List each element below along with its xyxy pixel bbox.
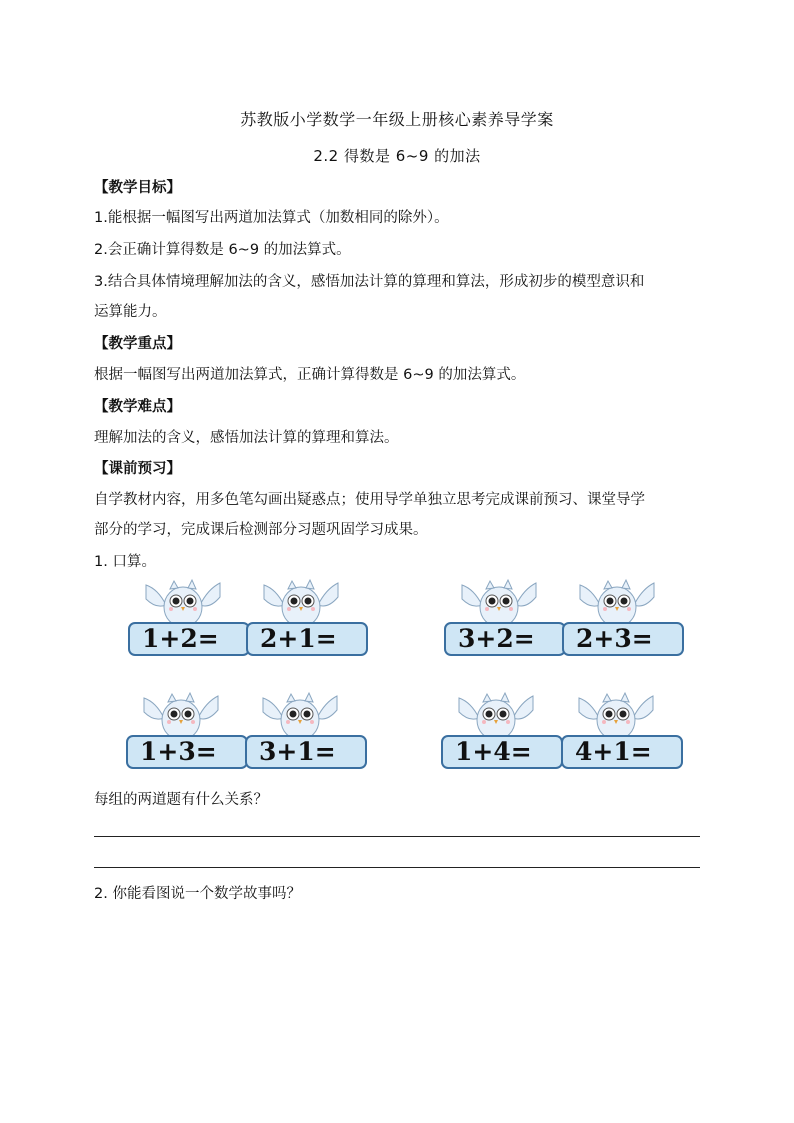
goal-2: 2.会正确计算得数是 6~9 的加法算式。	[94, 242, 351, 258]
lesson-subtitle: 2.2 得数是 6~9 的加法	[313, 147, 481, 165]
question-1-label: 1. 口算。	[94, 554, 156, 570]
equation-text[interactable]: 1+3=	[126, 735, 248, 769]
equation-text[interactable]: 3+2=	[444, 622, 566, 656]
question-1-prompt: 每组的两道题有什么关系？	[94, 792, 268, 808]
equation-card	[441, 688, 563, 778]
section-heading-key-points: 【教学重点】	[94, 336, 181, 352]
equation-card	[562, 575, 684, 665]
equation-card	[128, 575, 250, 665]
section-heading-goals: 【教学目标】	[94, 180, 181, 196]
equation-card	[444, 575, 566, 665]
section-heading-preview: 【课前预习】	[94, 461, 181, 477]
equation-text[interactable]: 4+1=	[561, 735, 683, 769]
goal-1: 1.能根据一幅图写出两道加法算式（加数相同的除外）。	[94, 210, 449, 226]
question-2-label: 2. 你能看图说一个数学故事吗？	[94, 886, 301, 902]
answer-line-2[interactable]	[94, 867, 700, 868]
equation-card	[245, 688, 367, 778]
equation-text[interactable]: 2+1=	[246, 622, 368, 656]
key-points-text: 根据一幅图写出两道加法算式，正确计算得数是 6~9 的加法算式。	[94, 367, 526, 383]
goal-3-continued: 运算能力。	[94, 304, 167, 320]
equation-text[interactable]: 3+1=	[245, 735, 367, 769]
preview-text-continued: 部分的学习，完成课后检测部分习题巩固学习成果。	[94, 522, 428, 538]
preview-text: 自学教材内容，用多色笔勾画出疑惑点；使用导学单独立思考完成课前预习、课堂导学	[94, 492, 645, 508]
equation-card	[126, 688, 248, 778]
equation-card	[246, 575, 368, 665]
equation-text[interactable]: 1+2=	[128, 622, 250, 656]
answer-line-1[interactable]	[94, 836, 700, 837]
goal-3: 3.结合具体情境理解加法的含义，感悟加法计算的算理和算法，形成初步的模型意识和	[94, 274, 645, 290]
equation-text[interactable]: 1+4=	[441, 735, 563, 769]
section-heading-difficulties: 【教学难点】	[94, 399, 181, 415]
difficulties-text: 理解加法的含义，感悟加法计算的算理和算法。	[94, 430, 399, 446]
equation-card	[561, 688, 683, 778]
equation-text[interactable]: 2+3=	[562, 622, 684, 656]
document-title: 苏教版小学数学一年级上册核心素养导学案	[240, 110, 554, 129]
